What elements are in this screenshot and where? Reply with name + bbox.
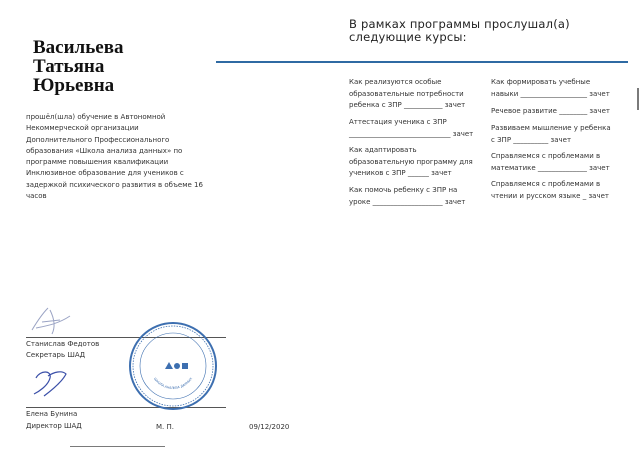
- signature-2: [28, 364, 72, 400]
- svg-text:ШКОЛА АНАЛИЗА ДАННЫХ: [153, 376, 194, 390]
- recipient-name: [33, 38, 123, 95]
- recipient-surname: Васильева: [33, 37, 124, 58]
- course-item: Развиваем мышление у ребенка с ЗПР __________ зачет: [491, 124, 611, 144]
- courses-header: [349, 18, 570, 44]
- signatory-2-name: Елена Бунина: [26, 410, 78, 418]
- courses-header-line2: следующие курсы:: [349, 30, 467, 44]
- courses-header-line1: В рамках программы прослушал(а): [349, 17, 570, 31]
- signatory-1-position: Секретарь ШАД: [26, 351, 86, 359]
- official-stamp: [128, 316, 218, 416]
- page-edge-bottom: [70, 446, 165, 447]
- course-item: Аттестация ученика с ЗПР _____________________________ зачет: [349, 118, 474, 138]
- course-item: Как реализуются особые образовательные потребности ребенка с ЗПР ___________ зачет: [349, 78, 466, 109]
- course-item: Как адаптировать образовательную программу для учеников с ЗПР ______ зачет: [349, 146, 473, 177]
- signatory-1-name: Станислав Федотов: [26, 340, 100, 348]
- signatory-2-position: Директор ШАД: [26, 422, 82, 430]
- stamp-emblem-text: ШКОЛА АНАЛИЗА ДАННЫХ: [152, 376, 194, 391]
- issue-date: 09/12/2020: [249, 423, 290, 431]
- course-item: Как помочь ребенку с ЗПР на уроке ____________________ зачет: [349, 186, 466, 206]
- header-rule: [216, 61, 628, 63]
- course-item: Справляемся с проблемами в математике ______________ зачет: [491, 152, 610, 172]
- course-item: Как формировать учебные навыки ___________________ зачет: [491, 78, 610, 98]
- page-edge-right: [637, 88, 639, 110]
- recipient-first-name: Татьяна: [33, 56, 105, 77]
- recipient-patronymic: Юрьевна: [33, 75, 115, 96]
- signature-1: [26, 302, 76, 338]
- course-item: Речевое развитие ________ зачет: [491, 107, 610, 115]
- course-item: Справляемся с проблемами в чтении и русском языке _ зачет: [491, 180, 609, 200]
- completion-statement: прошёл(шла) обучение в Автономной Некоммерческой организации Дополнительного Профессионального образования «Школа анализа данных» по программе повышения квалификации Инклюзивное образование для учеников с задержкой психического развития в объеме 16 часов: [26, 113, 203, 201]
- seal-label: М. П.: [156, 423, 174, 431]
